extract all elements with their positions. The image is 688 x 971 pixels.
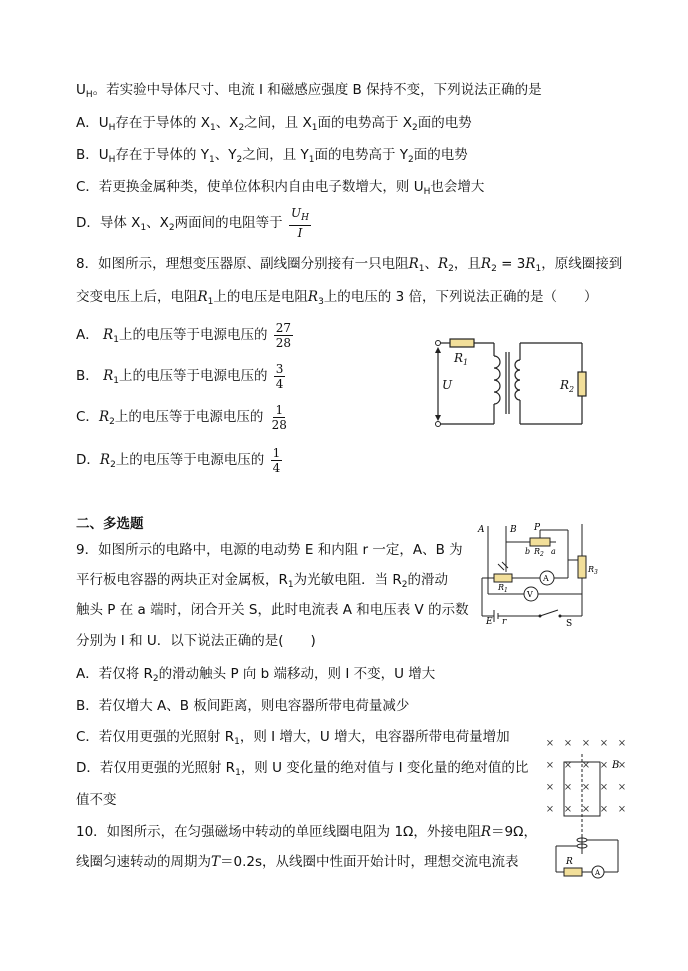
- q8-fig-r1-label: $R_1$: [454, 351, 469, 367]
- q8-option-a: A． $R_1$上的电压等于电源电压的 $\frac{27}{28}$: [76, 320, 292, 350]
- q9-fig-plate-b: B: [510, 525, 517, 535]
- q9-stem-line4: 分别为 I 和 U．以下说法正确的是( ): [76, 633, 316, 649]
- field-cross: ×: [599, 738, 609, 749]
- q9-option-d-line2: 值不变: [76, 792, 117, 808]
- q9-option-d-line1: D．若仅用更强的光照射 $R_1$，则 U 变化量的绝对值与 I 变化量的绝对值的比: [76, 760, 529, 778]
- q7-resistance-fraction: $\frac{U_H}{I}$: [290, 206, 309, 240]
- q10-fig-ammeter-label: A: [595, 869, 601, 877]
- field-cross: ×: [545, 760, 555, 771]
- q8-d-fraction: $\frac{1}{4}$: [272, 445, 281, 475]
- field-cross: ×: [545, 804, 555, 815]
- q9-fig-e: E: [486, 617, 493, 627]
- q9-fig-plate-a: A: [478, 525, 485, 535]
- q9-fig-r3: $R_3$: [588, 565, 598, 576]
- field-cross: ×: [617, 804, 627, 815]
- q9-fig-r2: $R_2$: [534, 547, 544, 558]
- q10-fig-b-label: B: [612, 760, 620, 771]
- field-cross: ×: [599, 760, 609, 771]
- q9-option-c: C．若仅用更强的光照射 $R_1$，则 I 增大，U 增大，电容器所带电荷量增加: [76, 729, 510, 747]
- field-cross: ×: [563, 760, 573, 771]
- q9-fig-ammeter: A: [543, 574, 549, 583]
- q9-stem-line1: 9．如图所示的电路中，电源的电动势 E 和内阻 r 一定，A、B 为: [76, 542, 463, 558]
- field-cross: ×: [581, 782, 591, 793]
- q9-fig-a-end: a: [551, 547, 556, 556]
- field-cross: ×: [545, 738, 555, 749]
- q8-option-b: B． $R_1$上的电压等于电源电压的 $\frac{3}{4}$: [76, 361, 284, 391]
- q7-option-c: C．若更换金属种类，使单位体积内自由电子数增大，则 $U_H$也会增大: [76, 179, 485, 197]
- q8-transformer-diagram: [428, 332, 612, 434]
- field-cross: ×: [617, 738, 627, 749]
- field-cross: ×: [563, 782, 573, 793]
- q10-fig-r-label: R: [566, 857, 573, 867]
- field-cross: ×: [563, 804, 573, 815]
- q10-stem-line1: 10．如图所示，在匀强磁场中转动的单匝线圈电阻为 1Ω，外接电阻R＝9Ω，: [76, 824, 537, 840]
- q9-fig-s: S: [566, 619, 573, 629]
- q9-fig-r: r: [502, 617, 507, 627]
- q8-option-c: C．$R_2$上的电压等于电源电压的 $\frac{1}{28}$: [76, 402, 287, 432]
- q8-c-fraction: $\frac{1}{28}$: [271, 402, 287, 432]
- field-cross: ×: [581, 804, 591, 815]
- section-multi-choice-heading: 二、多选题: [76, 516, 144, 532]
- q8-fig-r2-label: $R_2$: [560, 378, 575, 394]
- q9-stem-line3: 触头 P 在 a 端时，闭合开关 S，此时电流表 A 和电压表 V 的示数: [76, 602, 469, 618]
- field-cross: ×: [617, 760, 627, 771]
- q9-option-a: A．若仅将 $R_2$的滑动触头 P 向 b 端移动，则 I 不变，U 增大: [76, 666, 436, 684]
- field-cross: ×: [599, 804, 609, 815]
- field-cross: ×: [599, 782, 609, 793]
- q9-stem-line2: 平行板电容器的两块正对金属板，$R_1$为光敏电阻．当 $R_2$的滑动: [76, 572, 449, 590]
- field-cross: ×: [563, 738, 573, 749]
- q8-stem-line1: 8．如图所示，理想变压器原、副线圈分别接有一只电阻$R_1$、$R_2$，且$R_2 = 3R_1$，原线圈接到: [76, 256, 623, 274]
- q9-option-b: B．若仅增大 A、B 板间距离，则电容器所带电荷量减少: [76, 698, 410, 714]
- q8-option-d: D．$R_2$上的电压等于电源电压的 $\frac{1}{4}$: [76, 445, 281, 475]
- q7-intro-line: $U_H$。若实验中导体尺寸、电流 I 和磁感应强度 B 保持不变，下列说法正确的是: [76, 82, 542, 100]
- q8-fig-u-label: U: [442, 378, 453, 392]
- q8-b-fraction: $\frac{3}{4}$: [275, 361, 284, 391]
- q8-a-fraction: $\frac{27}{28}$: [275, 320, 292, 350]
- field-cross: ×: [581, 760, 591, 771]
- q7-option-a: A．$U_H$存在于导体的 $X_1$、$X_2$之间，且 $X_1$面的电势高于 $X_2$面的电势: [76, 115, 472, 133]
- q9-fig-b-end: b: [525, 547, 531, 556]
- q9-fig-r1: $R_1$: [498, 583, 508, 594]
- q9-circuit-diagram: [470, 520, 606, 630]
- field-cross: ×: [617, 782, 627, 793]
- magnetic-field-crosses: [546, 738, 626, 815]
- q9-fig-voltmeter: V: [527, 590, 533, 599]
- field-cross: ×: [581, 738, 591, 749]
- q8-stem-line2: 交变电压上后，电阻$R_1$上的电压是电阻$R_3$上的电压的 3 倍，下列说法正确的是（ ）: [76, 289, 598, 307]
- q7-option-b: B．$U_H$存在于导体的 $Y_1$、$Y_2$之间，且 $Y_1$面的电势高于 $Y_2$面的电势: [76, 147, 468, 165]
- q9-fig-p: P: [534, 523, 541, 533]
- q10-magnetic-field-diagram: [540, 736, 636, 880]
- q7-option-d: D．导体 $X_1$、$X_2$两面间的电阻等于 $\frac{U_H}{I}$: [76, 206, 309, 240]
- field-cross: ×: [545, 782, 555, 793]
- q10-stem-line2: 线圈匀速转动的周期为T＝0.2s，从线圈中性面开始计时，理想交流电流表: [76, 854, 519, 870]
